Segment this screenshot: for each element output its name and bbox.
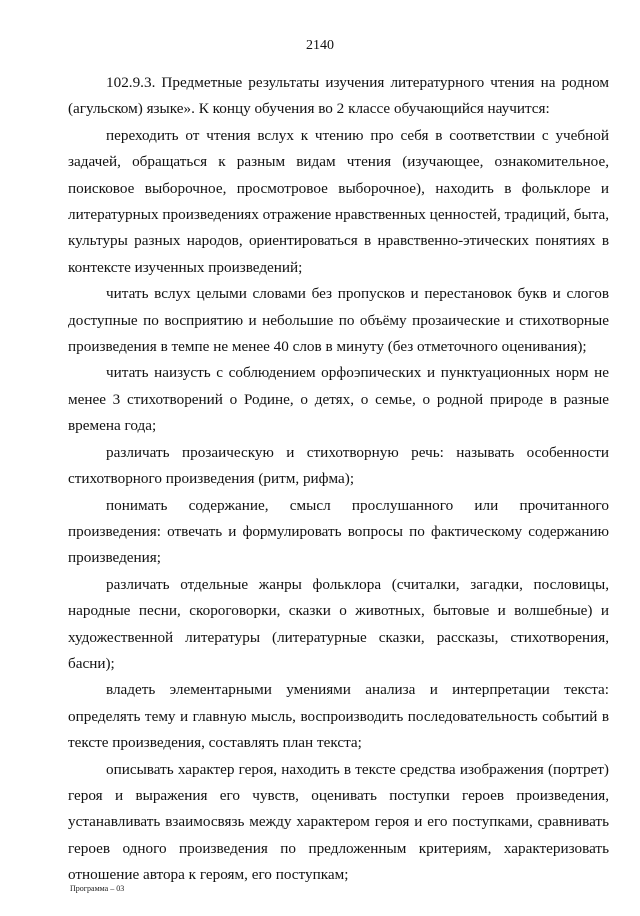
paragraph-comprehension: понимать содержание, смысл прослушанного или прочитанного произведения: отвечать и формулировать вопросы по фактическому содержанию произведения; [68,496,609,567]
paragraph-genres: различать отдельные жанры фольклора (считалки, загадки, пословицы, народные песни, скороговорки, сказки о животных, бытовые и волшебные) и художественной литературы (литературные сказки, рассказы, стихотворения, басни); [68,575,609,672]
paragraph-section-heading: 102.9.3. Предметные результаты изучения литературного чтения на родном (агульском) языке». К концу обучения во 2 классе обучающийся научится: [68,74,609,118]
paragraph-analysis: владеть элементарными умениями анализа и интерпретации текста: определять тему и главную мысль, воспроизводить последовательность событий в тексте произведения, составлять план текста; [68,681,609,752]
paragraph-reading-modes: переходить от чтения вслух к чтению про себя в соответствии с учебной задачей, обращаться к разным видам чтения (изучающее, ознакомительное, поисковое выборочное, просмотровое выборочное), находить в фольклоре и литературных произведениях отражение нравственных ценностей, традиций, быта, культуры разных народов, ориентироваться в нравственно-этических понятиях в контексте изученных произведений; [68,126,609,276]
paragraph-prose-verse: различать прозаическую и стихотворную речь: называть особенности стихотворного произведения (ритм, рифма); [68,443,609,488]
paragraph-reading-aloud: читать вслух целыми словами без пропусков и перестановок букв и слогов доступные по восприятию и небольшие по объёму прозаические и стихотворные произведения в темпе не менее 40 слов в минуту (без отметочного оценивания); [68,285,609,356]
paragraph-characters: описывать характер героя, находить в тексте средства изображения (портрет) героя и выражения его чувств, оценивать поступки героев произведения, устанавливать взаимосвязь между характером героя и его поступками, сравнивать героев одного произведения по предложенным критериям, характеризовать отношение автора к героям, его поступкам; [68,760,609,884]
page-number: 2140 [306,38,334,53]
document-body [68,70,609,889]
footer-label: Программа – 03 [70,884,125,893]
paragraph-recitation: читать наизусть с соблюдением орфоэпических и пунктуационных норм не менее 3 стихотворений о Родине, о детях, о семье, о родной природе в разные времена года; [68,364,609,435]
